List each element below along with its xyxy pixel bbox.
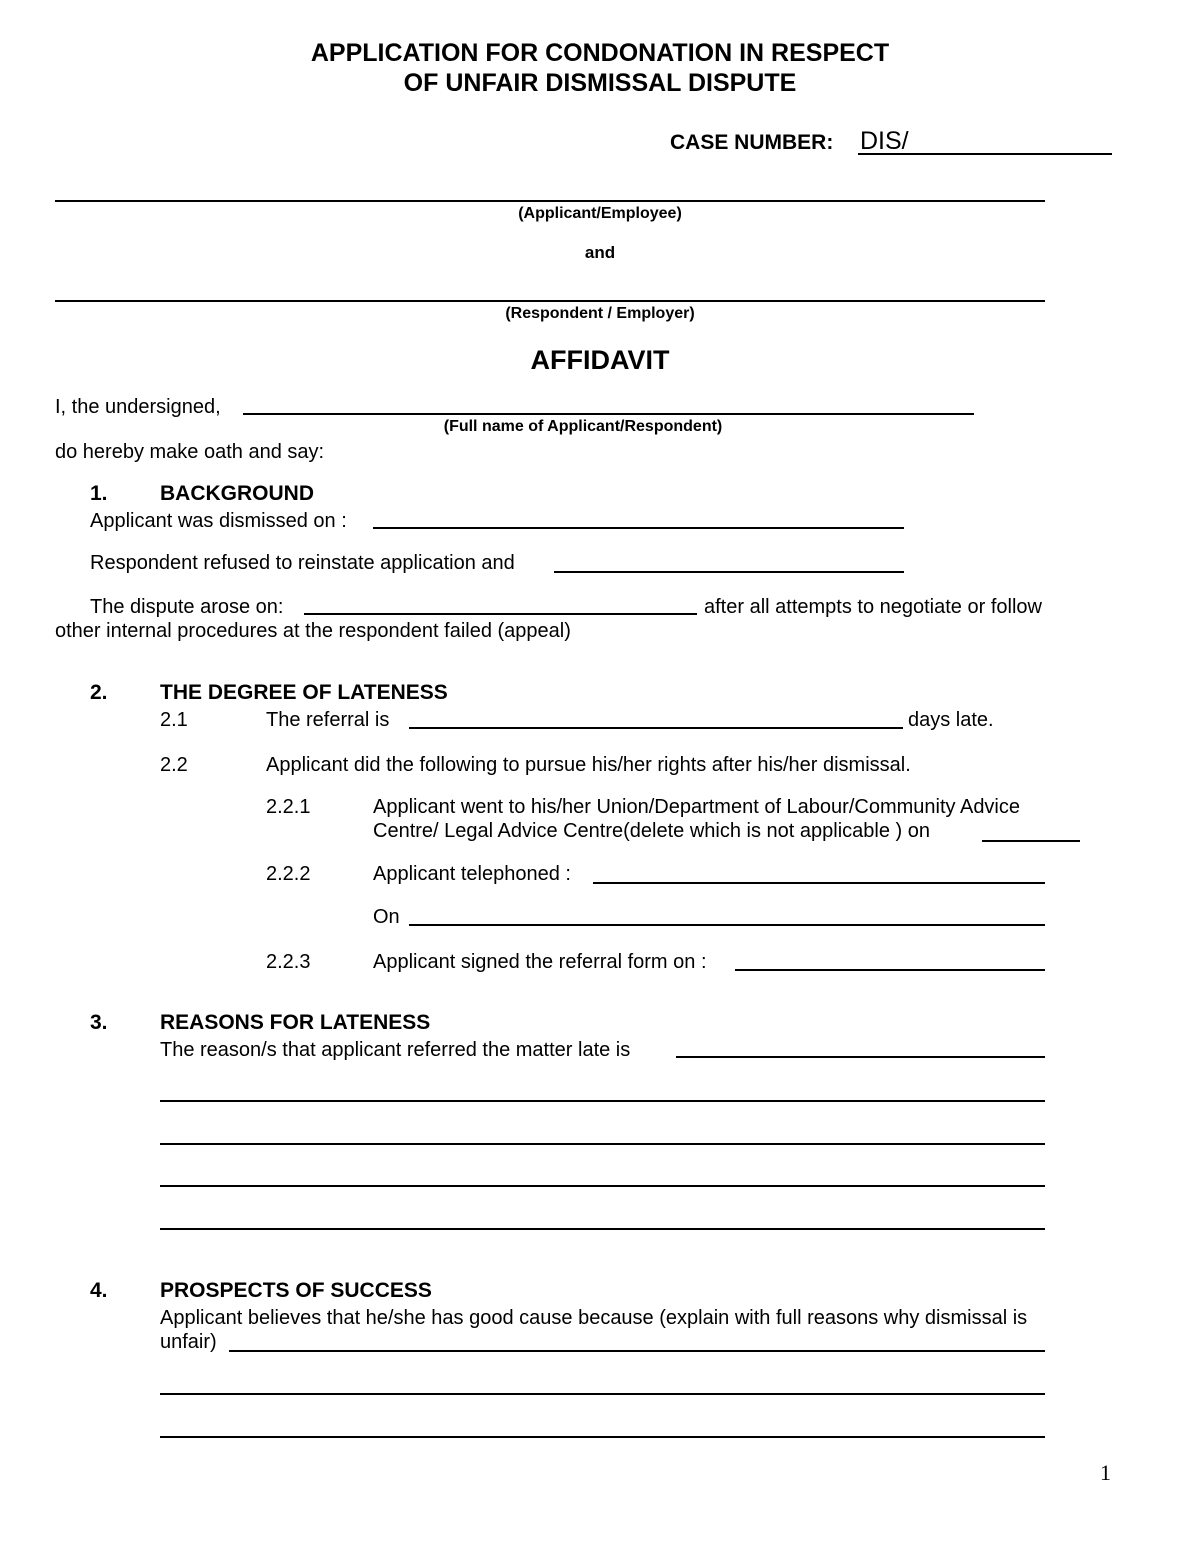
item-2-2-2-number: 2.2.2 xyxy=(266,863,311,885)
document-title-line2: OF UNFAIR DISMISSAL DISPUTE xyxy=(403,69,797,97)
case-number-field[interactable] xyxy=(858,153,1112,155)
item-2-2-1-line2: Centre/ Legal Advice Centre(delete which is not applicable ) on xyxy=(373,820,930,842)
full-name-caption: (Full name of Applicant/Respondent) xyxy=(443,418,723,435)
oath-text: do hereby make oath and say: xyxy=(55,441,325,463)
prospects-line1: Applicant believes that he/she has good cause because (explain with full reasons why dismissal is xyxy=(160,1307,1028,1329)
reasons-field-line4[interactable] xyxy=(160,1185,1045,1187)
respondent-caption: (Respondent / Employer) xyxy=(505,305,695,322)
item-2-2-2-on: On xyxy=(373,906,400,928)
item-2-2-1-line1: Applicant went to his/her Union/Department of Labour/Community Advice xyxy=(373,796,1021,818)
dismissal-date-field[interactable] xyxy=(373,527,904,529)
item-2-1-suffix: days late. xyxy=(908,709,994,731)
item-2-2-3-text: Applicant signed the referral form on : xyxy=(373,951,707,973)
section3-heading: REASONS FOR LATENESS xyxy=(160,1011,431,1034)
prospects-field-line1[interactable] xyxy=(229,1350,1045,1352)
section4-heading: PROSPECTS OF SUCCESS xyxy=(160,1279,432,1302)
respondent-name-field[interactable] xyxy=(55,300,1045,302)
dispute-label: The dispute arose on: xyxy=(90,596,284,618)
applicant-name-field[interactable] xyxy=(55,200,1045,202)
section2-heading: THE DEGREE OF LATENESS xyxy=(160,681,448,704)
section3-number: 3. xyxy=(90,1011,108,1034)
reasons-field-line5[interactable] xyxy=(160,1228,1045,1230)
telephoned-date-field[interactable] xyxy=(409,924,1045,926)
document-title-line1: APPLICATION FOR CONDONATION IN RESPECT xyxy=(310,39,890,67)
applicant-caption: (Applicant/Employee) xyxy=(518,205,682,222)
referral-signed-date-field[interactable] xyxy=(735,969,1045,971)
prospects-field-line2[interactable] xyxy=(160,1393,1045,1395)
days-late-field[interactable] xyxy=(409,727,903,729)
reasons-text: The reason/s that applicant referred the matter late is xyxy=(160,1039,631,1061)
item-2-2-2-text: Applicant telephoned : xyxy=(373,863,571,885)
item-2-1-prefix: The referral is xyxy=(266,709,390,731)
item-2-2-text: Applicant did the following to pursue his/her rights after his/her dismissal. xyxy=(266,754,911,776)
and-text: and xyxy=(584,243,616,262)
reasons-field-line1[interactable] xyxy=(676,1056,1045,1058)
item-2-1-number: 2.1 xyxy=(160,709,188,731)
section2-number: 2. xyxy=(90,681,108,704)
affidavit-title: AFFIDAVIT xyxy=(530,345,670,375)
case-number-label: CASE NUMBER: xyxy=(670,131,834,154)
case-number-value: DIS/ xyxy=(860,127,909,155)
section1-number: 1. xyxy=(90,482,108,505)
item-2-2-number: 2.2 xyxy=(160,754,188,776)
refused-label: Respondent refused to reinstate application and xyxy=(90,552,515,574)
item-2-2-3-number: 2.2.3 xyxy=(266,951,311,973)
dispute-line2: other internal procedures at the respondent failed (appeal) xyxy=(55,620,571,642)
undersigned-label: I, the undersigned, xyxy=(55,396,221,418)
dismissed-label: Applicant was dismissed on : xyxy=(90,510,347,532)
dispute-suffix: after all attempts to negotiate or follow xyxy=(704,596,1042,618)
prospects-field-line3[interactable] xyxy=(160,1436,1045,1438)
dispute-date-field[interactable] xyxy=(304,613,697,615)
section4-number: 4. xyxy=(90,1279,108,1302)
refused-reason-field[interactable] xyxy=(554,571,904,573)
section1-heading: BACKGROUND xyxy=(160,482,314,505)
prospects-line2: unfair) xyxy=(160,1331,217,1353)
item-2-2-1-number: 2.2.1 xyxy=(266,796,311,818)
reasons-field-line3[interactable] xyxy=(160,1143,1045,1145)
full-name-field[interactable] xyxy=(243,413,974,415)
page-number: 1 xyxy=(1100,1460,1111,1485)
reasons-field-line2[interactable] xyxy=(160,1100,1045,1102)
telephoned-field[interactable] xyxy=(593,882,1045,884)
advice-date-field[interactable] xyxy=(982,840,1080,842)
